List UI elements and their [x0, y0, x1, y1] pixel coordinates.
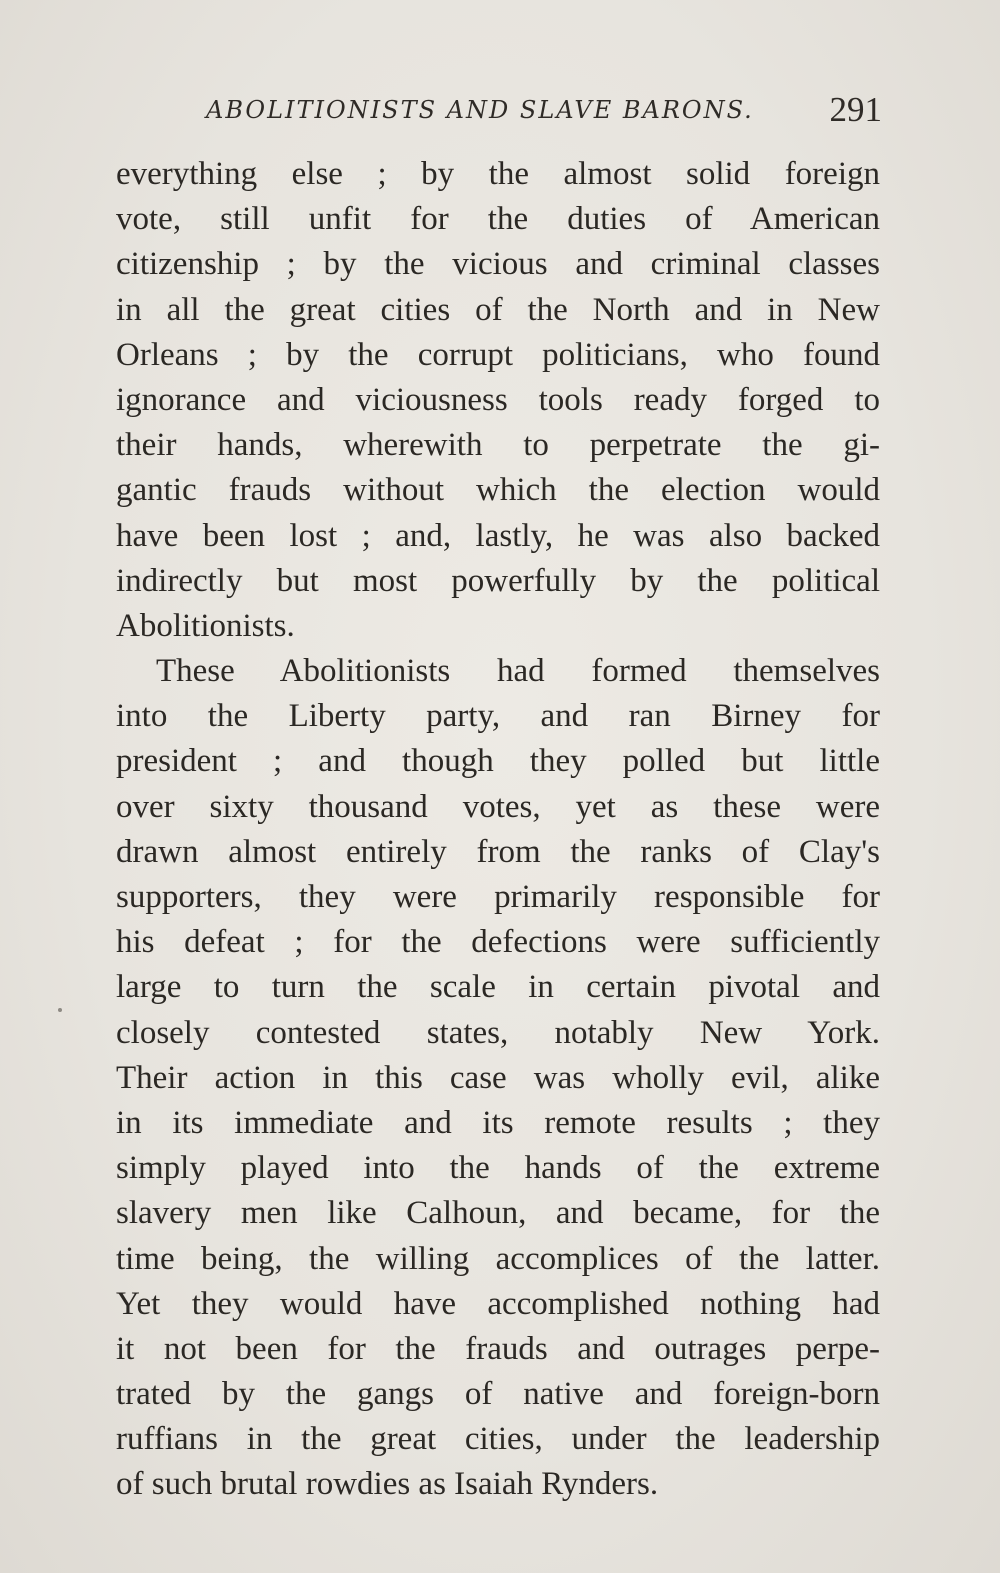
text-line: large to turn the scale in certain pivotal and — [116, 969, 880, 1006]
text-line: over sixty thousand votes, yet as these were — [116, 788, 880, 825]
text-line: it not been for the frauds and outrages perpe- — [116, 1330, 880, 1367]
text-line: in its immediate and its remote results ; they — [116, 1104, 880, 1141]
text-line: of such brutal rowdies as Isaiah Rynders. — [116, 1466, 659, 1503]
body-text — [116, 152, 880, 1508]
text-line: drawn almost entirely from the ranks of Clay's — [116, 833, 880, 870]
text-line: simply played into the hands of the extreme — [116, 1150, 880, 1187]
text-line: his defeat ; for the defections were sufficiently — [116, 924, 880, 961]
text-line: gantic frauds without which the election would — [116, 472, 880, 509]
paragraph-1 — [116, 152, 880, 649]
text-line: slavery men like Calhoun, and became, for the — [116, 1195, 880, 1232]
text-line: everything else ; by the almost solid foreign — [116, 156, 880, 192]
text-line: time being, the willing accomplices of the latter. — [116, 1240, 880, 1277]
text-line: ruffians in the great cities, under the leadership — [116, 1421, 880, 1458]
paragraph-2 — [116, 649, 880, 1508]
text-line: supporters, they were primarily responsible for — [116, 879, 880, 915]
text-line: have been lost ; and, lastly, he was also backed — [116, 517, 880, 554]
text-line: their hands, wherewith to perpetrate the gi- — [116, 427, 880, 464]
text-line: citizenship ; by the vicious and criminal classes — [116, 246, 880, 283]
text-line: closely contested states, notably New York. — [116, 1014, 880, 1051]
text-line: vote, still unfit for the duties of American — [116, 201, 880, 238]
text-line: trated by the gangs of native and foreign-born — [116, 1376, 880, 1413]
page-header — [200, 92, 888, 140]
text-line: Abolitionists. — [116, 607, 295, 644]
paper-speck — [58, 1008, 62, 1012]
text-line: president ; and though they polled but little — [116, 743, 880, 780]
text-line: indirectly but most powerfully by the political — [116, 562, 880, 599]
text-line: ignorance and viciousness tools ready forged to — [116, 381, 880, 418]
running-head: ABOLITIONISTS AND SLAVE BARONS. — [206, 96, 754, 124]
text-line: into the Liberty party, and ran Birney for — [116, 698, 880, 735]
text-line: Orleans ; by the corrupt politicians, who found — [116, 336, 880, 373]
text-line: Yet they would have accomplished nothing had — [116, 1285, 880, 1322]
text-line: in all the great cities of the North and in New — [116, 291, 880, 328]
text-line: Their action in this case was wholly evil, alike — [116, 1059, 880, 1096]
text-line: These Abolitionists had formed themselves — [156, 653, 880, 690]
page-number: 291 — [829, 90, 882, 129]
